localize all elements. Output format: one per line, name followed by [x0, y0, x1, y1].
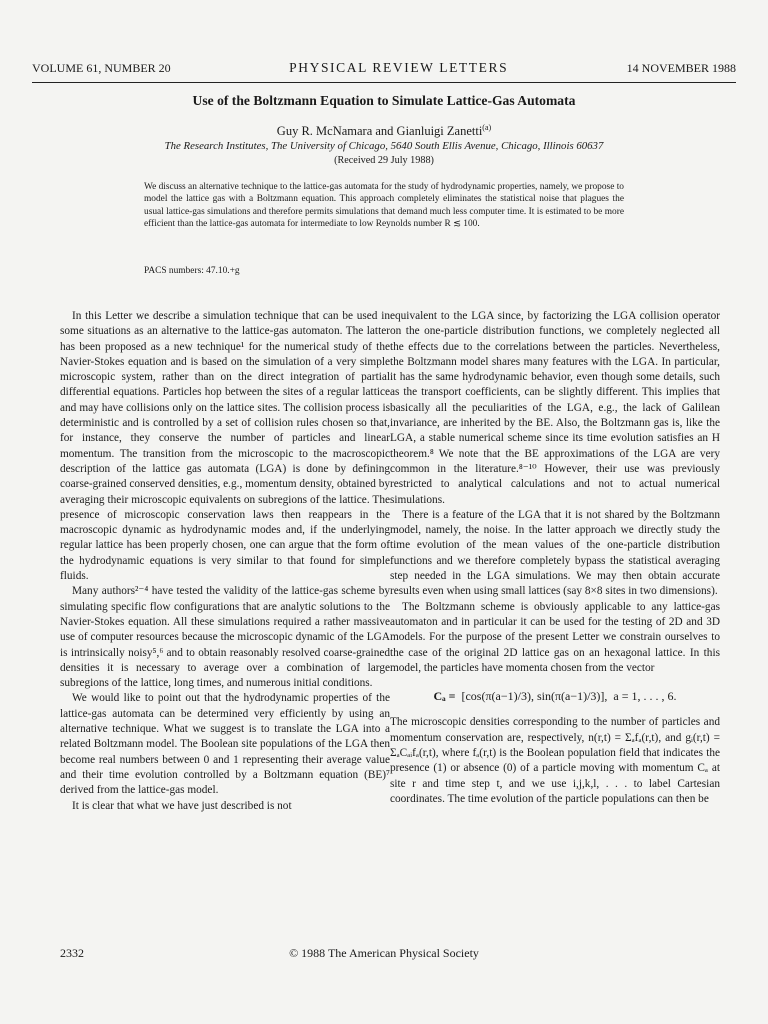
authors: Guy R. McNamara and Gianluigi Zanetti: [276, 124, 483, 139]
pacs-numbers: PACS numbers: 47.10.+g: [144, 266, 240, 276]
paragraph: There is a feature of the LGA that it is not shared by the Boltzmann model, namely, the noise. In the latter approach we directly study the time evolution of the mean values of the one-particle distribution functions and we therefore completely bypass the statistical averaging step needed in the LGA simulations. We may then obtain accurate results even when using small lattices (say 8×8 sites in two dimensions).: [390, 508, 720, 598]
paragraph: We would like to point out that the hydrodynamic properties of the lattice-gas automata can be determined very efficiently by using an alternative technique. What we suggest is to translate the LGA into a related Boltzmann model. The Boolean site populations of the LGA then become real numbers between 0 and 1 representing their average value and their time evolution controlled by a Boltzmann equation (BE)⁷ derived from the lattice-gas model.: [60, 692, 390, 797]
equation-body: [cos(π(a−1)/3), sin(π(a−1)/3)],: [461, 689, 608, 704]
paper-title: Use of the Boltzmann Equation to Simulate Lattice-Gas Automata: [192, 93, 576, 108]
paragraph: Many authors²⁻⁴ have tested the validity of the lattice-gas scheme by simulating specific flow configurations that are analytic solutions to the Navier-Stokes equation. All these simulations required a rather massive use of computer resources because the microscopic dynamic of the LGA is intrinsically noisy⁵,⁶ and to obtain reasonably resolved coarse-grained densities it is necessary to average over a combination of large subregions of the lattice, long times, and numerous initial conditions.: [60, 585, 390, 690]
velocity-vector-equation: [390, 689, 720, 704]
paragraph: The microscopic densities corresponding to the number of particles and momentum conservation are, respectively, n(r,t) = Σₐfₐ(r,t), and gᵢ(r,t) = ΣₐCₐᵢfₐ(r,t), where fₐ(r,t) is the Boolean population field that indicates the presence (1) or absence (0) of a particle moving with momentum Cₐ at site r and time step t, and we use i,j,k,l, . . . to label Cartesian coordinates. The time evolution of the particle populations can then be: [390, 716, 720, 805]
issue-date: 14 NOVEMBER 1988: [626, 61, 736, 75]
copyright: © 1988 The American Physical Society: [289, 946, 479, 960]
journal-header: [32, 60, 736, 76]
header-rule: [32, 82, 736, 83]
left-column: [60, 309, 390, 814]
authors-footnote: (a): [482, 123, 492, 132]
authors-line: [32, 123, 736, 139]
paragraph: equivalent to the LGA since, by factorizing the LGA collision operator on the one-particle distribution functions, we completely neglected all the effects due to the correlations between the particles. Nevertheless, the Boltzmann model shares many features with the LGA. In particular, it has the same hydrodynamic behavior, even though some details, such as the transport coefficients, can be slightly different. This implies that basically all the peculiarities of the LGA, e.g., the lack of Galilean invariance, are inherited by the BE. Also, the Boltzmann gas is, like the LGA, a stable numerical scheme since its time evolution satisfies an H theorem.⁸ We note that the BE approximations of the LGA are very common in the literature.⁸⁻¹⁰ However, their use was previously restricted to analytical calculations and not to actual numerical simulations.: [390, 310, 720, 506]
affiliation: The Research Institutes, The University of Chicago, 5640 South Ellis Avenue, Chicago, Illinois 60637: [164, 140, 604, 152]
received-date: (Received 29 July 1988): [334, 155, 434, 166]
page-number: 2332: [60, 946, 84, 960]
journal-name: PHYSICAL REVIEW LETTERS: [289, 60, 509, 75]
paragraph: The Boltzmann scheme is obviously applicable to any lattice-gas automaton and in particular it can be used for the testing of 2D and 3D models. For the purpose of the present Letter we constrain ourselves to the case of the original 2D lattice gas on an hexagonal lattice. In this model, the particles have momenta chosen from the vector: [390, 600, 720, 674]
abstract: We discuss an alternative technique to the lattice-gas automata for the study of hydrodynamic properties, namely, we propose to model the lattice gas with a Boltzmann equation. This approach completely eliminates the statistical noise that plagues the usual lattice-gas simulations and therefore permits simulations that demand much less computer time. It is estimated to be more efficient than the lattice-gas automata for intermediate to low Reynolds number R ≲ 100.: [144, 182, 624, 230]
equation-range: a = 1, . . . , 6.: [613, 689, 677, 704]
volume-number: VOLUME 61, NUMBER 20: [32, 61, 171, 75]
paragraph: In this Letter we describe a simulation technique that can be used in some situations as an alternative to the lattice-gas automaton. The latter has been proposed as a new technique¹ for the numerical study of the Navier-Stokes equation and is based on the simulation of a very simple microscopic system, rather than on the direct integration of partial differential equations. Particles hop between the sites of a regular lattice and may have collisions only on the lattice sites. The collision process is deterministic and is controlled by a set of collision rules chosen so that, for instance, they conserve the number of particles and linear momentum. The transition from the microscopic to the macroscopic description of the lattice gas automata (LGA) is done by defining coarse-grained conserved densities, e.g., momentum density, obtained by averaging their microscopic equivalents on subregions of the lattice. The presence of microscopic conservation laws then reappears in the macroscopic dynamic as hydrodynamic modes and, if the underlying regular lattice has been properly chosen, one can argue that the form of the hydrodynamic equations is very similar to that found for simple fluids.: [60, 310, 390, 583]
equation-lhs: Cₐ =: [433, 689, 456, 704]
page-footer: [60, 946, 708, 961]
right-column: [390, 309, 720, 807]
paragraph: It is clear that what we have just described is not: [72, 799, 292, 812]
